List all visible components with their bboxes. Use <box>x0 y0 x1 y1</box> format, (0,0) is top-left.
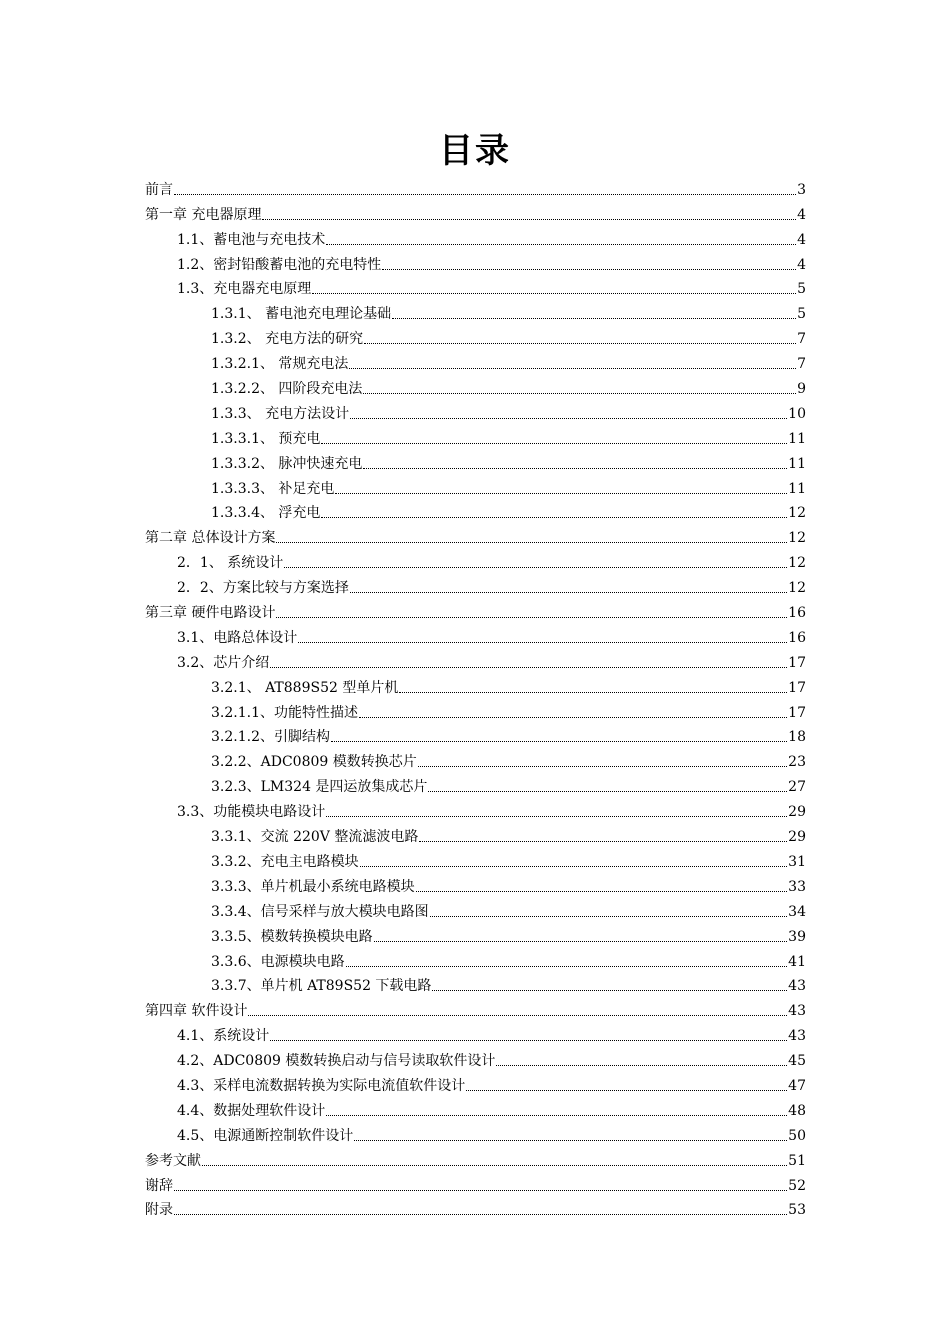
toc-entry-title: 附录 <box>145 1202 173 1219</box>
toc-entry[interactable] <box>145 1096 806 1121</box>
toc-page-number: 17 <box>788 654 806 671</box>
toc-dot-leader <box>418 766 787 767</box>
toc-entry-title: 3.3、功能模块电路设计 <box>177 804 326 821</box>
toc-dot-leader <box>174 194 796 195</box>
toc-dot-leader <box>326 1115 787 1116</box>
toc-dot-leader <box>496 1065 787 1066</box>
toc-entry-title: 1.3.3.1、 预充电 <box>211 430 321 447</box>
toc-entry-title: 3.3.4、信号采样与放大模块电路图 <box>211 903 429 920</box>
toc-page-number: 48 <box>788 1102 806 1119</box>
toc-page-number: 5 <box>797 281 806 298</box>
toc-dot-leader <box>432 990 787 991</box>
toc-page-number: 4 <box>797 206 806 223</box>
toc-entry-title: 3.1、电路总体设计 <box>177 629 298 646</box>
toc-page-number: 43 <box>788 1003 806 1020</box>
toc-page-number: 5 <box>797 306 806 323</box>
toc-entry[interactable] <box>145 200 806 225</box>
toc-entry-title: 2．1、 系统设计 <box>177 555 284 572</box>
toc-dot-leader <box>248 1015 787 1016</box>
toc-title: 目录 <box>439 131 511 171</box>
toc-dot-leader <box>284 567 787 568</box>
toc-page-number: 18 <box>788 729 806 746</box>
toc-entry-title: 3.2.2、ADC0809 模数转换芯片 <box>211 754 417 771</box>
toc-dot-leader <box>331 741 787 742</box>
toc-entry[interactable] <box>145 897 806 922</box>
toc-entry-title: 第一章 充电器原理 <box>145 206 262 223</box>
toc-entry[interactable] <box>145 175 806 200</box>
toc-page-number: 41 <box>788 953 806 970</box>
toc-entry[interactable] <box>145 648 806 673</box>
toc-entry[interactable] <box>145 747 806 772</box>
toc-dot-leader <box>419 841 787 842</box>
toc-entry-title: 前言 <box>145 181 173 198</box>
toc-entry[interactable] <box>145 623 806 648</box>
toc-entry-title: 4.2、ADC0809 模数转换启动与信号读取软件设计 <box>177 1053 496 1070</box>
toc-page-number: 17 <box>788 679 806 696</box>
toc-page-number: 7 <box>797 331 806 348</box>
toc-entry[interactable] <box>145 947 806 972</box>
toc-entry[interactable] <box>145 275 806 300</box>
toc-dot-leader <box>363 393 796 394</box>
toc-page-number: 11 <box>788 455 806 472</box>
toc-dot-leader <box>326 816 787 817</box>
toc-dot-leader <box>270 667 787 668</box>
toc-entry-title: 1.3.3.4、 浮充电 <box>211 505 321 522</box>
toc-entry-title: 3.3.2、充电主电路模块 <box>211 853 359 870</box>
toc-entry[interactable] <box>145 797 806 822</box>
toc-entry[interactable] <box>145 1171 806 1196</box>
toc-entry[interactable] <box>145 474 806 499</box>
toc-page-number: 12 <box>788 580 806 597</box>
toc-dot-leader <box>335 493 787 494</box>
toc-page-number: 12 <box>788 555 806 572</box>
toc-entry-title: 1.3.3、 充电方法设计 <box>211 405 350 422</box>
toc-page-number: 53 <box>788 1202 806 1219</box>
toc-page-number: 12 <box>788 505 806 522</box>
toc-entry[interactable] <box>145 673 806 698</box>
toc-page-number: 27 <box>788 779 806 796</box>
toc-page-number: 4 <box>797 231 806 248</box>
toc-entry-title: 1.3.3.3、 补足充电 <box>211 480 335 497</box>
toc-dot-leader <box>350 592 787 593</box>
toc-dot-leader <box>276 617 787 618</box>
toc-entry[interactable] <box>145 1196 806 1221</box>
toc-page-number: 43 <box>788 978 806 995</box>
toc-entry[interactable] <box>145 225 806 250</box>
toc-entry[interactable] <box>145 723 806 748</box>
toc-entry-title: 第三章 硬件电路设计 <box>145 605 276 622</box>
toc-dot-leader <box>276 542 787 543</box>
toc-entry[interactable] <box>145 1121 806 1146</box>
toc-entry-title: 1.3.1、 蓄电池充电理论基础 <box>211 306 392 323</box>
toc-dot-leader <box>349 368 796 369</box>
toc-entry-title: 3.2.1.2、引脚结构 <box>211 729 330 746</box>
toc-page-number: 43 <box>788 1028 806 1045</box>
toc-entry[interactable] <box>145 573 806 598</box>
toc-page-number: 23 <box>788 754 806 771</box>
toc-entry-title: 谢辞 <box>145 1177 173 1194</box>
toc-dot-leader <box>350 418 787 419</box>
toc-entry-title: 1.1、蓄电池与充电技术 <box>177 231 326 248</box>
toc-entry-title: 4.3、采样电流数据转换为实际电流值软件设计 <box>177 1077 466 1094</box>
toc-entry[interactable] <box>145 374 806 399</box>
toc-page-number: 51 <box>788 1152 806 1169</box>
toc-dot-leader <box>360 866 788 867</box>
toc-page-number: 34 <box>788 903 806 920</box>
toc-dot-leader <box>364 343 796 344</box>
toc-entry[interactable] <box>145 822 806 847</box>
toc-page-number: 29 <box>788 829 806 846</box>
toc-page-number: 31 <box>788 853 806 870</box>
toc-entry-title: 3.3.5、模数转换模块电路 <box>211 928 373 945</box>
toc-page-number: 16 <box>788 605 806 622</box>
toc-dot-leader <box>346 966 788 967</box>
toc-entry-title: 2．2、方案比较与方案选择 <box>177 580 349 597</box>
toc-page-number: 29 <box>788 804 806 821</box>
toc-entry[interactable] <box>145 299 806 324</box>
toc-entry[interactable] <box>145 1146 806 1171</box>
toc-dot-leader <box>312 293 796 294</box>
toc-dot-leader <box>321 443 787 444</box>
toc-entry[interactable] <box>145 996 806 1021</box>
toc-entry[interactable] <box>145 772 806 797</box>
toc-entry[interactable] <box>145 972 806 997</box>
toc-entry[interactable] <box>145 598 806 623</box>
toc-entry-title: 4.4、数据处理软件设计 <box>177 1102 326 1119</box>
toc-entry-title: 1.3、充电器充电原理 <box>177 281 312 298</box>
toc-page-number: 52 <box>788 1177 806 1194</box>
toc-entry-title: 第四章 软件设计 <box>145 1003 248 1020</box>
toc-dot-leader <box>174 1214 787 1215</box>
toc-entry[interactable] <box>145 1021 806 1046</box>
toc-page-number: 7 <box>797 356 806 373</box>
toc-page-number: 17 <box>788 704 806 721</box>
toc-dot-leader <box>262 219 796 220</box>
toc-entry-title: 1.3.2.2、 四阶段充电法 <box>211 381 363 398</box>
toc-entry-title: 3.3.3、单片机最小系统电路模块 <box>211 878 415 895</box>
toc-dot-leader <box>392 318 796 319</box>
toc-entry-title: 3.2、芯片介绍 <box>177 654 270 671</box>
toc-entry[interactable] <box>145 872 806 897</box>
toc-dot-leader <box>298 642 787 643</box>
toc-entry-title: 3.3.7、单片机 AT89S52 下载电路 <box>211 978 432 995</box>
toc-entry[interactable] <box>145 449 806 474</box>
toc-entry-title: 第二章 总体设计方案 <box>145 530 276 547</box>
toc-page-number: 9 <box>797 381 806 398</box>
toc-entry-title: 1.3.3.2、 脉冲快速充电 <box>211 455 363 472</box>
toc-entry[interactable] <box>145 499 806 524</box>
toc-entry[interactable] <box>145 698 806 723</box>
toc-dot-leader <box>321 517 787 518</box>
toc-entry[interactable] <box>145 1071 806 1096</box>
toc-page-number: 3 <box>797 181 806 198</box>
toc-entry-title: 4.1、系统设计 <box>177 1028 270 1045</box>
toc-entry-title: 3.3.6、电源模块电路 <box>211 953 345 970</box>
toc-entry-title: 1.3.2、 充电方法的研究 <box>211 331 364 348</box>
toc-entry[interactable] <box>145 548 806 573</box>
toc-page-number: 33 <box>788 878 806 895</box>
toc-page-number: 11 <box>788 430 806 447</box>
toc-dot-leader <box>430 916 788 917</box>
toc-page-number: 12 <box>788 530 806 547</box>
toc-page-number: 45 <box>788 1053 806 1070</box>
toc-dot-leader <box>326 244 796 245</box>
toc-entry-title: 1.2、密封铅酸蓄电池的充电特性 <box>177 256 382 273</box>
toc-entry-title: 3.2.3、LM324 是四运放集成芯片 <box>211 779 428 796</box>
toc-entry[interactable] <box>145 349 806 374</box>
toc-entry[interactable] <box>145 847 806 872</box>
toc-entry[interactable] <box>145 250 806 275</box>
toc-entry[interactable] <box>145 1046 806 1071</box>
toc-page-number: 16 <box>788 629 806 646</box>
table-of-contents <box>145 175 806 1220</box>
toc-dot-leader <box>359 717 787 718</box>
toc-dot-leader <box>399 692 787 693</box>
toc-entry[interactable] <box>145 324 806 349</box>
toc-dot-leader <box>428 791 787 792</box>
toc-dot-leader <box>174 1190 787 1191</box>
toc-entry-title: 1.3.2.1、 常规充电法 <box>211 356 349 373</box>
toc-dot-leader <box>363 468 787 469</box>
toc-page-number: 39 <box>788 928 806 945</box>
toc-entry-title: 4.5、电源通断控制软件设计 <box>177 1127 354 1144</box>
toc-entry[interactable] <box>145 523 806 548</box>
toc-entry-title: 3.3.1、交流 220V 整流滤波电路 <box>211 829 419 846</box>
toc-page-number: 50 <box>788 1127 806 1144</box>
toc-page-number: 10 <box>788 405 806 422</box>
toc-dot-leader <box>202 1165 787 1166</box>
toc-entry[interactable] <box>145 399 806 424</box>
toc-dot-leader <box>416 891 788 892</box>
toc-dot-leader <box>374 941 788 942</box>
toc-entry[interactable] <box>145 424 806 449</box>
toc-dot-leader <box>466 1090 787 1091</box>
toc-page-number: 11 <box>788 480 806 497</box>
toc-entry[interactable] <box>145 922 806 947</box>
toc-dot-leader <box>354 1140 787 1141</box>
toc-entry-title: 3.2.1.1、功能特性描述 <box>211 704 358 721</box>
toc-entry-title: 3.2.1、 AT889S52 型单片机 <box>211 679 399 696</box>
toc-entry-title: 参考文献 <box>145 1152 201 1169</box>
toc-page-number: 47 <box>788 1077 806 1094</box>
toc-dot-leader <box>382 269 796 270</box>
toc-dot-leader <box>270 1040 787 1041</box>
toc-page-number: 4 <box>797 256 806 273</box>
